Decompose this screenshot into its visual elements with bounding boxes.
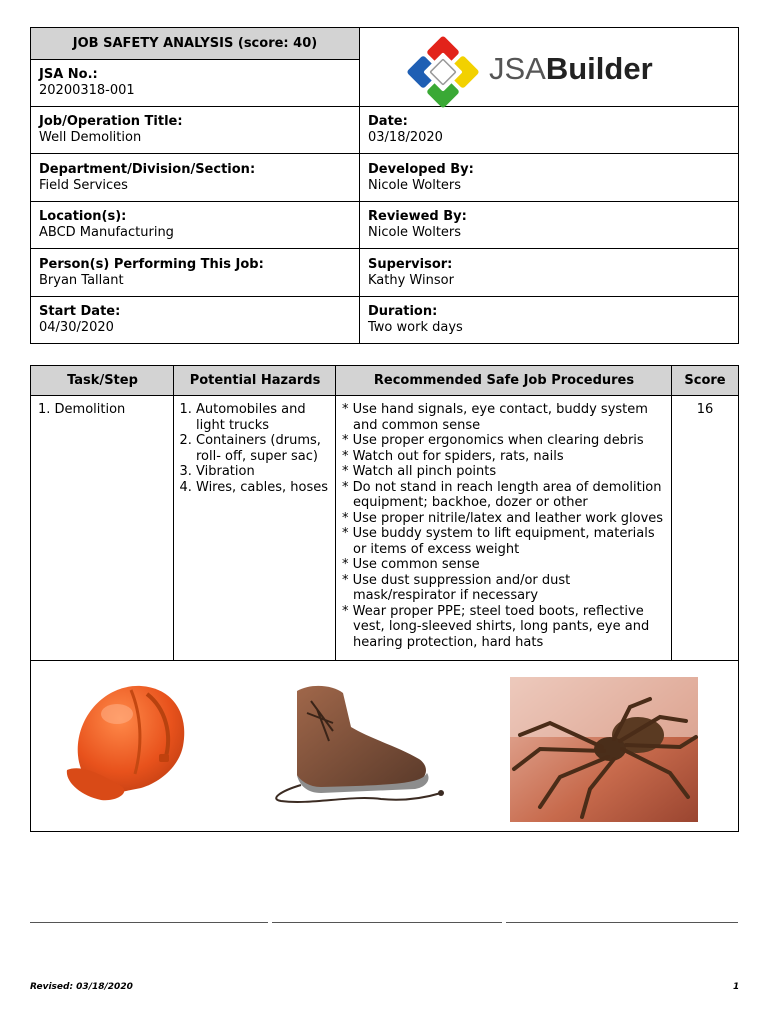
department-label: Department/Division/Section: bbox=[39, 162, 256, 177]
procedures-cell bbox=[342, 402, 668, 650]
jsa-no-field bbox=[31, 62, 359, 104]
jsabuilder-logo bbox=[405, 34, 705, 104]
supervisor-field bbox=[360, 252, 738, 294]
divider bbox=[31, 395, 738, 396]
performer-field bbox=[31, 252, 359, 294]
divider bbox=[31, 248, 738, 249]
duration-field bbox=[360, 299, 738, 341]
supervisor-label: Supervisor: bbox=[368, 257, 453, 272]
job-title-value: Well Demolition bbox=[39, 130, 142, 145]
logo-mark-icon bbox=[405, 34, 481, 110]
supervisor-value: Kathy Winsor bbox=[368, 273, 454, 288]
list-item: * Use buddy system to lift equipment, materials or items of excess weight bbox=[342, 526, 668, 557]
start-date-field bbox=[31, 299, 359, 341]
logo-text-bold: Builder bbox=[545, 51, 653, 86]
duration-value: Two work days bbox=[368, 320, 463, 335]
developed-by-field bbox=[360, 157, 738, 199]
date-label: Date: bbox=[368, 114, 408, 129]
hazards-list bbox=[180, 402, 330, 495]
signature-line bbox=[272, 922, 502, 923]
location-value: ABCD Manufacturing bbox=[39, 225, 174, 240]
jsa-title: JOB SAFETY ANALYSIS (score: 40) bbox=[31, 28, 359, 59]
column-header-score: Score bbox=[672, 366, 738, 395]
start-date-value: 04/30/2020 bbox=[39, 320, 114, 335]
performer-label: Person(s) Performing This Job: bbox=[39, 257, 264, 272]
column-header-task: Task/Step bbox=[31, 366, 174, 395]
reviewed-by-value: Nicole Wolters bbox=[368, 225, 462, 240]
developed-by-label: Developed By: bbox=[368, 162, 474, 177]
hard-hat-photo bbox=[61, 674, 191, 806]
divider bbox=[31, 201, 738, 202]
hazards-cell bbox=[180, 402, 330, 495]
page-number: 1 bbox=[733, 982, 740, 992]
logo-text-light: JSA bbox=[489, 51, 546, 86]
list-item: * Wear proper PPE; steel toed boots, reflective vest, long-sleeved shirts, long pants, eye and hearing protection, hard hats bbox=[342, 604, 668, 651]
list-item: * Watch out for spiders, rats, nails bbox=[342, 449, 668, 465]
list-item: 4. Wires, cables, hoses bbox=[196, 480, 330, 496]
list-item: * Do not stand in reach length area of demolition equipment; backhoe, dozer or other bbox=[342, 480, 668, 511]
divider bbox=[31, 59, 359, 60]
divider bbox=[31, 106, 738, 107]
logo-wordmark bbox=[489, 52, 653, 86]
start-date-label: Start Date: bbox=[39, 304, 121, 319]
location-field bbox=[31, 204, 359, 246]
list-item: 3. Vibration bbox=[196, 464, 330, 480]
divider bbox=[335, 366, 336, 661]
job-title-label: Job/Operation Title: bbox=[39, 114, 183, 129]
column-header-hazards: Potential Hazards bbox=[174, 366, 336, 395]
list-item: * Use hand signals, eye contact, buddy system and common sense bbox=[342, 402, 668, 433]
list-item: * Use proper ergonomics when clearing debris bbox=[342, 433, 668, 449]
revised-date: Revised: 03/18/2020 bbox=[30, 982, 133, 992]
duration-label: Duration: bbox=[368, 304, 438, 319]
procedures-list bbox=[342, 402, 668, 650]
task-step-cell: 1. Demolition bbox=[38, 402, 126, 417]
task-table bbox=[30, 365, 739, 832]
job-title-field bbox=[31, 109, 359, 151]
signature-line bbox=[506, 922, 738, 923]
list-item: 2. Containers (drums, roll- off, super sac) bbox=[196, 433, 330, 464]
jsa-header-table bbox=[30, 27, 739, 344]
list-item: * Watch all pinch points bbox=[342, 464, 668, 480]
list-item: * Use dust suppression and/or dust mask/respirator if necessary bbox=[342, 573, 668, 604]
date-field bbox=[360, 109, 738, 151]
performer-value: Bryan Tallant bbox=[39, 273, 124, 288]
column-header-procedures: Recommended Safe Job Procedures bbox=[336, 366, 672, 395]
divider bbox=[31, 296, 738, 297]
reviewed-by-label: Reviewed By: bbox=[368, 209, 467, 224]
divider bbox=[31, 660, 738, 661]
list-item: 1. Automobiles and light trucks bbox=[196, 402, 330, 433]
jsa-no-label: JSA No.: bbox=[39, 67, 98, 82]
work-boot-photo bbox=[271, 681, 451, 811]
list-item: * Use proper nitrile/latex and leather work gloves bbox=[342, 511, 668, 527]
divider bbox=[31, 153, 738, 154]
signature-line bbox=[30, 922, 268, 923]
list-item: * Use common sense bbox=[342, 557, 668, 573]
department-value: Field Services bbox=[39, 178, 128, 193]
developed-by-value: Nicole Wolters bbox=[368, 178, 462, 193]
reviewed-by-field bbox=[360, 204, 738, 246]
department-field bbox=[31, 157, 359, 199]
location-label: Location(s): bbox=[39, 209, 127, 224]
score-cell: 16 bbox=[696, 402, 714, 417]
date-value: 03/18/2020 bbox=[368, 130, 443, 145]
spider-photo bbox=[510, 677, 698, 822]
divider bbox=[173, 366, 174, 661]
jsa-no-value: 20200318-001 bbox=[39, 83, 135, 98]
